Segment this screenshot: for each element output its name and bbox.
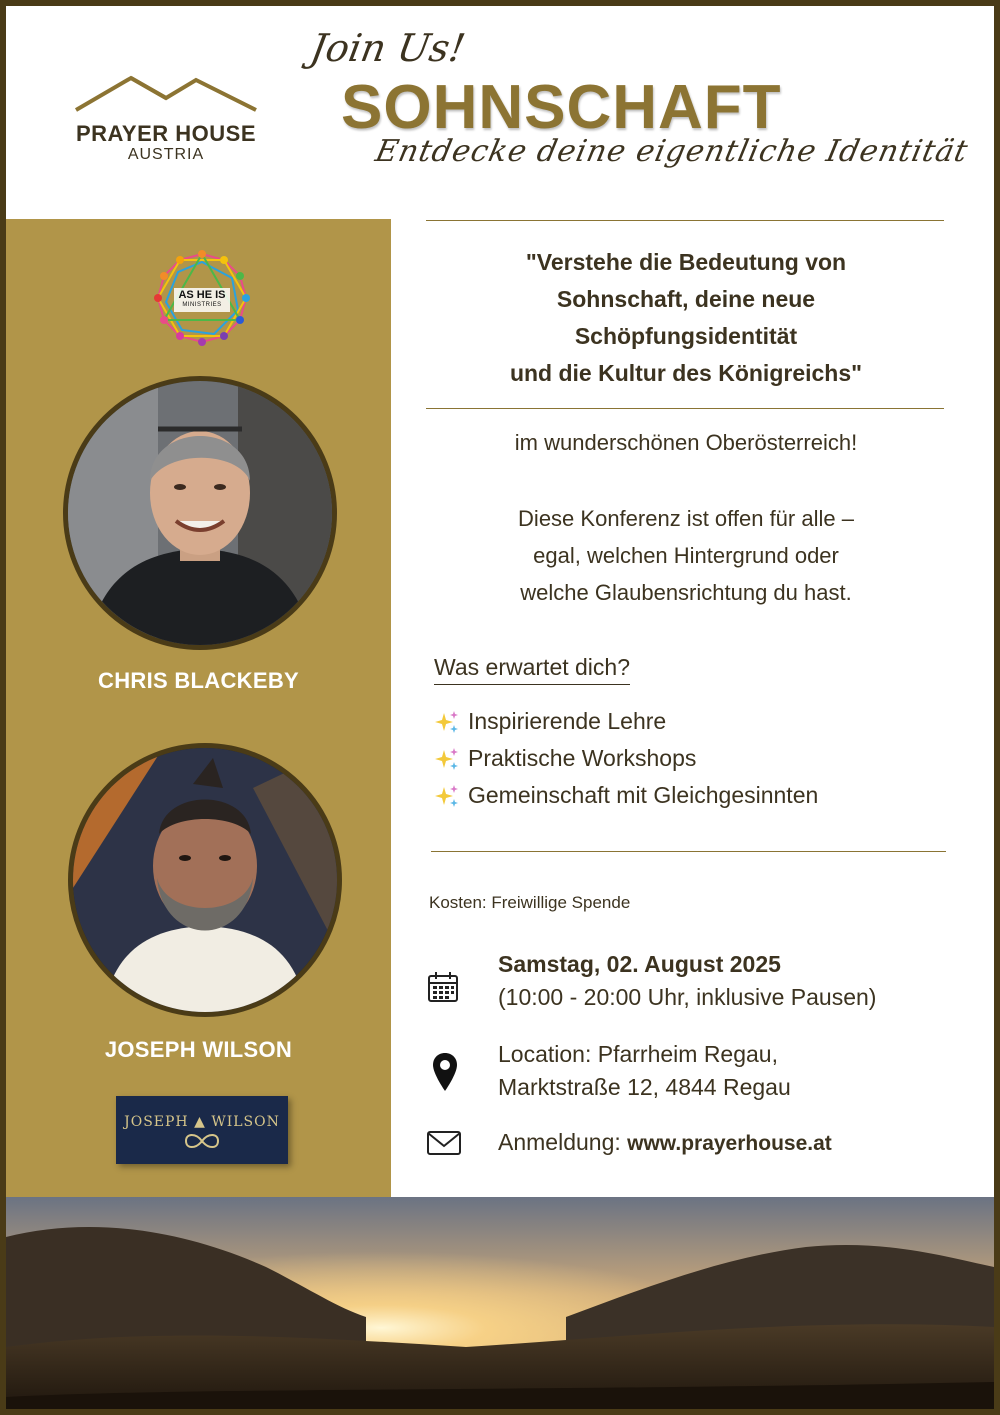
expect-item-label: Inspirierende Lehre [468,708,667,734]
jw-logo-left: JOSEPH [124,1114,189,1130]
logo-sub: AUSTRIA [127,146,205,163]
prayer-house-logo [66,72,266,164]
as-he-is-ministries-logo [152,248,252,348]
register-label: Anmeldung: [498,1129,621,1155]
expect-item-label: Praktische Workshops [468,745,697,771]
open-text-line: welche Glaubensrichtung du hast. [520,580,852,605]
register-link[interactable]: www.prayerhouse.at [627,1132,832,1155]
location-row [426,1038,966,1108]
expect-heading: Was erwartet dich? [434,654,630,685]
join-us-script: Join Us! [307,26,469,70]
speaker-photo-joseph [68,743,342,1017]
open-text-line: Diese Konferenz ist offen für alle – [518,506,854,531]
open-conference-text [426,500,946,611]
cost-text: Kosten: Freiwillige Spende [429,893,631,912]
portrait-icon [68,381,332,645]
location-line1: Location: Pfarrheim Regau, [498,1041,778,1067]
sparkles-icon [434,746,460,772]
ministry-logo-line2: MINISTRIES [182,302,222,308]
list-item [434,703,818,740]
infinity-icon [182,1132,222,1150]
location-pin-icon [432,1052,458,1092]
event-date: Samstag, 02. August 2025 [498,951,781,977]
expect-list [434,703,818,814]
joseph-wilson-logo: JOSEPH ▲ WILSON [116,1096,288,1164]
speaker-photo-chris [63,376,337,650]
envelope-icon [426,1129,462,1157]
event-time: (10:00 - 20:00 Uhr, inklusive Pausen) [498,984,877,1010]
divider-top [426,220,944,221]
divider-bottom [431,851,946,852]
register-row [426,1126,966,1162]
speaker-name-chris: CHRIS BLACKEBY [98,668,299,693]
divider-mid [426,408,944,409]
portrait-icon [73,748,337,1012]
location-line2: Marktstraße 12, 4844 Regau [498,1074,791,1100]
list-item [434,740,818,777]
jw-logo-right: WILSON [211,1114,280,1130]
list-item [434,777,818,814]
quote-line: Sohnschaft, deine neue [556,286,816,312]
region-line: im wunderschönen Oberösterreich! [514,430,858,455]
date-row [426,948,966,1018]
speaker-name-joseph: JOSEPH WILSON [104,1037,293,1062]
sunrise-landscape-image [6,1197,994,1415]
mountain-icon [71,72,261,112]
tagline: Entdecke deine eigentliche Identität [372,134,972,169]
page-title: SOHNSCHAFT [341,73,782,142]
quote-line: und die Kultur des Königreichs" [509,360,863,386]
quote-line: "Verstehe die Bedeutung von [525,249,847,275]
sparkles-icon [434,709,460,735]
logo-name: PRAYER HOUSE [75,121,256,146]
expect-item-label: Gemeinschaft mit Gleichgesinnten [468,782,819,808]
quote-block [426,244,946,392]
quote-line: Schöpfungsidentität [574,323,798,349]
open-text-line: egal, welchen Hintergrund oder [533,543,839,568]
sparkles-icon [434,783,460,809]
calendar-icon [426,970,460,1004]
ministry-logo-line1: AS HE IS [178,289,226,301]
location-region-text [426,424,946,461]
